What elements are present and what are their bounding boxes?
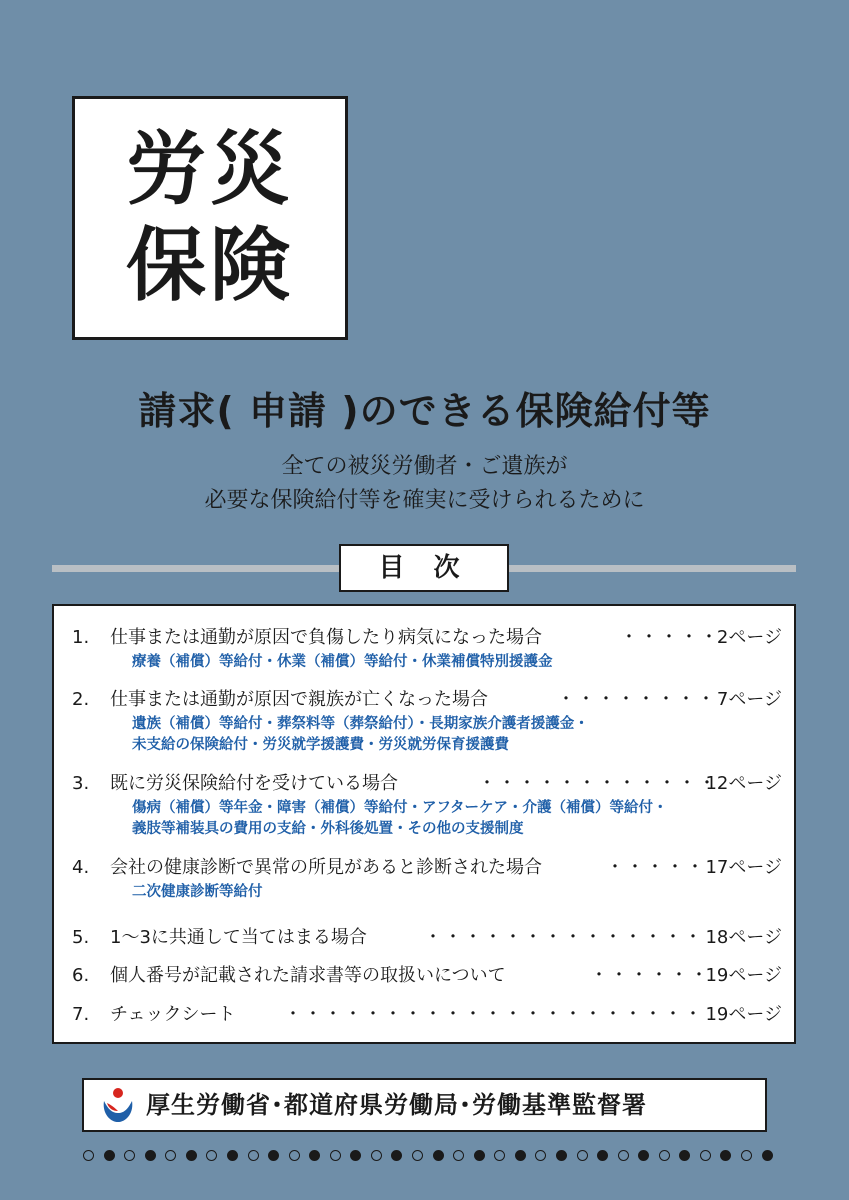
toc-leader-dots: ・・・・・・ <box>590 965 710 986</box>
footer-text: 厚生労働省･都道府県労働局･労働基準監督署 <box>146 1091 647 1119</box>
decorative-dot <box>720 1150 731 1161</box>
decorative-dot <box>597 1150 608 1161</box>
toc-subitem-line: 遺族（補償）等給付・葬祭料等（葬祭給付）・長期家族介護者援護金・ <box>132 716 589 732</box>
subheading <box>0 450 849 518</box>
toc-leader-dots: ・・・・・・・・・・・・・・・・・・・・・ <box>284 1004 704 1025</box>
subheading-line-2: 必要な保険給付等を確実に受けられるために <box>204 488 645 513</box>
main-heading: 請求( 申請 )のできる保険給付等 <box>138 389 711 433</box>
toc-label: 目 次 <box>339 544 509 592</box>
toc-number: 2. <box>72 689 90 710</box>
title-line-1: 労災 <box>126 123 294 216</box>
decorative-dot <box>741 1150 752 1161</box>
decorative-dot <box>762 1150 773 1161</box>
decorative-dot <box>515 1150 526 1161</box>
toc-page: 12ページ <box>705 773 782 794</box>
decorative-dot <box>433 1150 444 1161</box>
decorative-dot <box>618 1150 629 1161</box>
toc-leader-dots: ・・・・・・・・・・・・・・ <box>424 927 704 948</box>
toc-subitems <box>132 798 794 840</box>
decorative-dot <box>556 1150 567 1161</box>
toc-number: 4. <box>72 857 90 878</box>
decorative-dot <box>577 1150 588 1161</box>
decorative-dot <box>83 1150 94 1161</box>
toc-number: 1. <box>72 627 90 648</box>
toc-leader-dots: ・・・・・・・・・・・・ <box>478 773 718 794</box>
toc-subitem-line: 未支給の保険給付・労災就学援護費・労災就労保育援護費 <box>132 737 509 753</box>
toc-title: チェックシート <box>110 1004 236 1025</box>
toc-subitem-line: 傷病（補償）等年金・障害（補償）等給付・アフターケア・介護（補償）等給付・ <box>132 800 668 816</box>
subheading-line-1: 全ての被災労働者・ご遺族が <box>281 454 568 479</box>
ministry-footer <box>82 1078 767 1132</box>
decorative-dot <box>165 1150 176 1161</box>
title-line-2: 保険 <box>126 219 294 312</box>
decorative-dot <box>330 1150 341 1161</box>
toc-title: 仕事または通勤が原因で負傷したり病気になった場合 <box>110 627 542 648</box>
toc-number: 3. <box>72 773 90 794</box>
ministry-logo-icon <box>98 1085 138 1125</box>
toc-title: 会社の健康診断で異常の所見があると診断された場合 <box>110 857 542 878</box>
toc-subitem-line: 二次健康診断等給付 <box>132 884 263 900</box>
toc-item-7[interactable] <box>54 1001 794 1029</box>
decorative-dot <box>535 1150 546 1161</box>
toc-title: 1～3に共通して当てはまる場合 <box>110 927 367 948</box>
decorative-dot <box>289 1150 300 1161</box>
toc-leader-dots: ・・・・・・・・ <box>557 689 717 710</box>
toc-page: 2ページ <box>716 627 782 648</box>
toc-title: 個人番号が記載された請求書等の取扱いについて <box>110 965 506 986</box>
toc-leader-dots: ・・・・・ <box>620 627 720 648</box>
decorative-dot <box>453 1150 464 1161</box>
toc-item-1[interactable] <box>54 624 794 673</box>
decorative-dot <box>104 1150 115 1161</box>
toc-subitems <box>132 652 794 673</box>
decorative-dot <box>494 1150 505 1161</box>
decorative-dot <box>371 1150 382 1161</box>
toc-page: 19ページ <box>705 965 782 986</box>
decorative-dot <box>248 1150 259 1161</box>
title-box <box>72 96 348 340</box>
toc-page: 7ページ <box>716 689 782 710</box>
decorative-dot <box>679 1150 690 1161</box>
decorative-dot <box>268 1150 279 1161</box>
decorative-dot <box>124 1150 135 1161</box>
toc-item-4[interactable] <box>54 854 794 903</box>
toc-number: 6. <box>72 965 90 986</box>
decorative-dot <box>638 1150 649 1161</box>
decorative-dot <box>350 1150 361 1161</box>
toc-title: 既に労災保険給付を受けている場合 <box>110 773 398 794</box>
decorative-dot <box>391 1150 402 1161</box>
table-of-contents <box>52 604 796 1044</box>
toc-number: 5. <box>72 927 90 948</box>
toc-item-2[interactable] <box>54 686 794 756</box>
decorative-dot <box>659 1150 670 1161</box>
toc-item-5[interactable] <box>54 924 794 952</box>
toc-item-3[interactable] <box>54 770 794 840</box>
decorative-dot <box>227 1150 238 1161</box>
toc-page: 17ページ <box>705 857 782 878</box>
decorative-dot <box>186 1150 197 1161</box>
decorative-dot <box>412 1150 423 1161</box>
toc-subitem-line: 療養（補償）等給付・休業（補償）等給付・休業補償特別援護金 <box>132 654 553 670</box>
toc-subitems <box>132 714 794 756</box>
decorative-dot <box>206 1150 217 1161</box>
decorative-dot <box>700 1150 711 1161</box>
decorative-dot <box>474 1150 485 1161</box>
decorative-dot-row <box>83 1147 773 1163</box>
toc-leader-dots: ・・・・・ <box>606 857 706 878</box>
toc-page: 18ページ <box>705 927 782 948</box>
toc-subitem-line: 義肢等補装具の費用の支給・外科後処置・その他の支援制度 <box>132 821 524 837</box>
decorative-dot <box>145 1150 156 1161</box>
toc-item-6[interactable] <box>54 962 794 990</box>
toc-number: 7. <box>72 1004 90 1025</box>
toc-title: 仕事または通勤が原因で親族が亡くなった場合 <box>110 689 488 710</box>
toc-page: 19ページ <box>705 1004 782 1025</box>
decorative-dot <box>309 1150 320 1161</box>
toc-subitems <box>132 882 794 903</box>
